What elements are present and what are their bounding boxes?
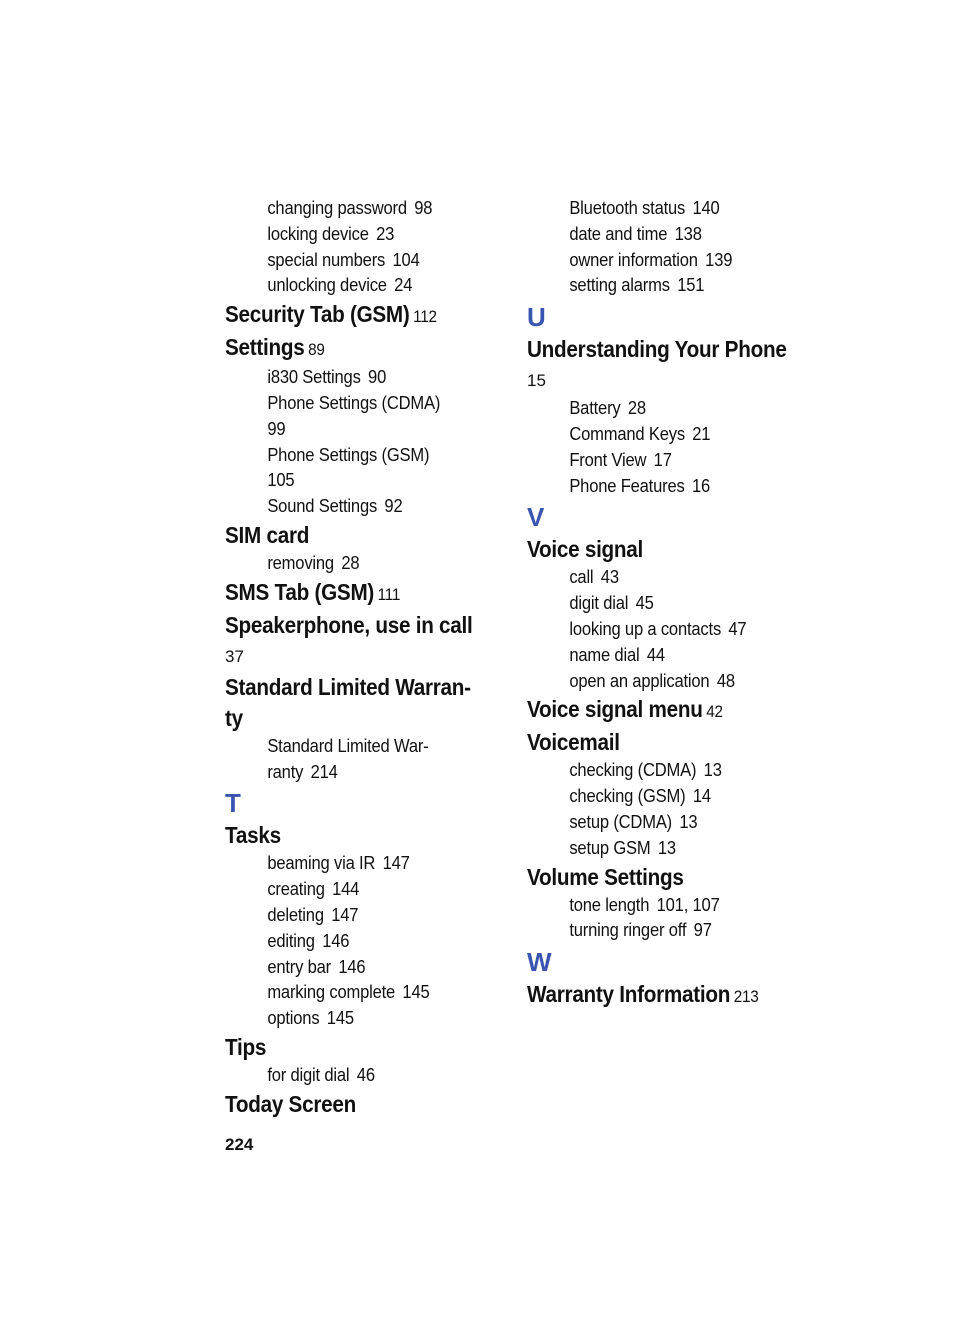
index-subentry <box>527 273 785 299</box>
index-subentry <box>225 955 483 981</box>
index-subentry <box>527 222 785 248</box>
entry-text: i830 Settings <box>267 367 361 388</box>
entry-text: Bluetooth status <box>569 198 686 218</box>
entry-text: date and time <box>569 223 668 244</box>
index-subentry <box>225 365 483 391</box>
entry-page-ref: 28 <box>627 398 646 419</box>
index-heading <box>225 299 477 332</box>
index-heading <box>225 610 477 641</box>
entry-text: Phone Settings (CDMA) <box>267 392 441 413</box>
entry-text: Front View <box>569 449 647 470</box>
entry-text: Volume Settings <box>527 863 684 890</box>
entry-page-ref: 213 <box>733 987 759 1007</box>
entry-text: entry bar <box>267 956 332 977</box>
index-subentry <box>225 468 483 494</box>
section-letter <box>225 787 505 820</box>
entry-text: unlocking device <box>267 275 387 296</box>
entry-page-ref: 23 <box>376 223 395 244</box>
index-heading <box>225 820 477 851</box>
entry-page-ref: 43 <box>600 567 619 588</box>
index-subentry <box>527 448 785 474</box>
entry-text: SMS Tab (GSM) <box>225 578 375 605</box>
entry-text: Phone Settings (GSM) <box>267 444 430 465</box>
entry-page-ref: 146 <box>338 956 366 977</box>
index-heading <box>527 979 779 1012</box>
entry-page-ref: 139 <box>705 249 733 270</box>
entry-text: setup (CDMA) <box>569 811 673 832</box>
entry-text: for digit dial <box>267 1064 350 1085</box>
index-heading <box>225 1032 477 1063</box>
entry-text: changing password <box>267 198 407 218</box>
index-subentry <box>527 758 785 784</box>
entry-text: owner information <box>569 249 698 270</box>
entry-text: tone length <box>569 894 650 915</box>
entry-text: Security Tab (GSM) <box>225 301 410 328</box>
index-page-continuation <box>225 641 505 672</box>
entry-text: Command Keys <box>569 423 685 444</box>
index-subentry <box>225 443 483 469</box>
entry-text: options <box>267 1008 320 1029</box>
entry-page-ref: 98 <box>414 198 433 218</box>
entry-page-ref: 92 <box>384 496 403 517</box>
page-number: 224 <box>225 1135 254 1154</box>
entry-text: V <box>527 502 545 533</box>
index-subentry <box>527 836 785 862</box>
index-heading <box>225 672 477 703</box>
entry-page-ref: 140 <box>692 198 720 218</box>
index-subentry <box>527 810 785 836</box>
entry-page-ref: 47 <box>728 618 747 639</box>
entry-page-ref: 101, 107 <box>656 894 720 915</box>
entry-text: digit dial <box>569 593 629 614</box>
entry-text: call <box>569 567 594 588</box>
index-subentry <box>225 929 483 955</box>
index-subentry <box>527 918 785 944</box>
entry-text: Tasks <box>225 822 281 849</box>
entry-text: special numbers <box>267 249 386 270</box>
entry-page-ref: 16 <box>691 475 711 496</box>
entry-page-ref: 44 <box>646 644 665 665</box>
entry-text: beaming via IR <box>267 853 376 874</box>
index-subentry <box>225 1063 483 1089</box>
index-subentry <box>527 643 785 669</box>
entry-page-ref: 14 <box>692 786 711 807</box>
index-subentry <box>527 196 785 222</box>
entry-page-ref: 147 <box>382 853 410 874</box>
entry-page-ref: 147 <box>331 904 359 925</box>
index-subentry <box>527 669 785 695</box>
index-subentry <box>225 1006 483 1032</box>
entry-page-ref: 42 <box>706 702 723 722</box>
entry-text: 99 <box>267 418 286 439</box>
section-letter <box>527 946 807 979</box>
index-heading <box>527 694 779 727</box>
entry-page-ref: 46 <box>356 1064 375 1085</box>
entry-text: ranty <box>267 761 304 782</box>
entry-text: ty <box>225 704 243 731</box>
entry-text: looking up a contacts <box>569 618 722 639</box>
index-subentry <box>527 893 785 919</box>
entry-text: Standard Limited Warran- <box>225 673 471 700</box>
entry-page-ref: 24 <box>394 275 413 296</box>
index-subentry <box>527 422 785 448</box>
entry-text: Warranty Information <box>527 981 731 1008</box>
entry-text: 105 <box>267 470 295 491</box>
entry-text: checking (CDMA) <box>569 760 697 781</box>
entry-page-ref: 144 <box>332 879 360 900</box>
entry-text: SIM card <box>225 521 310 548</box>
entry-page-ref: 151 <box>677 275 705 296</box>
section-letter <box>527 501 807 534</box>
index-subentry <box>527 474 785 500</box>
entry-text: removing <box>267 552 334 573</box>
index-subentry <box>527 565 785 591</box>
entry-page-ref: 104 <box>392 249 420 270</box>
entry-page-ref: 90 <box>368 367 387 388</box>
index-subentry <box>225 851 483 877</box>
entry-text: locking device <box>267 223 369 244</box>
entry-page-ref: 214 <box>310 761 338 782</box>
index-heading <box>527 862 779 893</box>
entry-page-ref: 45 <box>635 593 654 614</box>
entry-text: Understanding Your Phone <box>527 336 787 363</box>
entry-page-ref: 145 <box>402 982 430 1003</box>
entry-text: Settings <box>225 334 305 361</box>
entry-text: W <box>527 947 552 978</box>
entry-text: 37 <box>225 646 244 666</box>
entry-text: Phone Features <box>569 475 685 496</box>
index-subentry <box>225 248 483 274</box>
index-page-continuation <box>527 365 807 396</box>
section-letter <box>527 301 807 334</box>
index-subentry <box>225 980 483 1006</box>
entry-page-ref: 89 <box>308 340 325 360</box>
index-subentry <box>225 551 483 577</box>
entry-text: Voicemail <box>527 729 620 756</box>
index-subentry <box>225 196 483 222</box>
entry-page-ref: 146 <box>322 930 350 951</box>
entry-text: creating <box>267 879 325 900</box>
entry-text: Speakerphone, use in call <box>225 611 473 638</box>
index-heading <box>527 334 787 365</box>
index-subentry <box>527 248 785 274</box>
entry-page-ref: 17 <box>653 449 672 470</box>
index-subentry <box>527 784 785 810</box>
index-subentry <box>527 396 785 422</box>
entry-text: U <box>527 302 546 333</box>
entry-page-ref: 13 <box>703 760 722 781</box>
entry-text: Sound Settings <box>267 496 378 517</box>
entry-page-ref: 13 <box>657 837 676 858</box>
entry-text: Today Screen <box>225 1090 356 1117</box>
index-subentry <box>225 760 483 786</box>
entry-page-ref: 97 <box>693 920 712 941</box>
index-column-left <box>225 196 505 1120</box>
index-column-right <box>527 196 807 1012</box>
entry-text: Voice signal menu <box>527 696 703 723</box>
index-subentry <box>225 273 483 299</box>
entry-text: Standard Limited War- <box>267 735 429 756</box>
entry-text: Battery <box>569 398 621 419</box>
index-subentry <box>527 617 785 643</box>
index-subentry <box>225 903 483 929</box>
entry-page-ref: 138 <box>674 223 702 244</box>
entry-page-ref: 28 <box>341 552 360 573</box>
entry-text: checking (GSM) <box>569 786 686 807</box>
index-heading <box>225 577 477 610</box>
entry-text: editing <box>267 930 315 951</box>
entry-text: deleting <box>267 904 324 925</box>
index-heading <box>527 534 779 565</box>
index-subentry <box>225 222 483 248</box>
index-heading <box>225 520 477 551</box>
index-subentry <box>527 591 785 617</box>
entry-text: 15 <box>527 371 546 391</box>
entry-text: turning ringer off <box>569 920 687 941</box>
index-heading <box>225 332 477 365</box>
entry-page-ref: 111 <box>377 584 401 604</box>
entry-text: setting alarms <box>569 275 670 296</box>
entry-page-ref: 112 <box>413 307 437 327</box>
entry-page-ref: 145 <box>326 1008 354 1029</box>
index-subentry <box>225 417 483 443</box>
index-heading <box>527 727 779 758</box>
entry-text: T <box>225 788 241 819</box>
entry-text: setup GSM <box>569 837 651 858</box>
entry-text: marking complete <box>267 982 396 1003</box>
index-heading <box>225 703 477 734</box>
entry-page-ref: 21 <box>692 423 711 444</box>
entry-text: Voice signal <box>527 536 644 563</box>
entry-page-ref: 13 <box>679 811 698 832</box>
entry-text: open an application <box>569 670 710 691</box>
index-subentry <box>225 391 483 417</box>
index-subentry <box>225 877 483 903</box>
index-subentry <box>225 494 483 520</box>
entry-text: Tips <box>225 1033 267 1060</box>
index-heading <box>225 1089 477 1120</box>
entry-page-ref: 48 <box>716 670 735 691</box>
index-subentry <box>225 734 483 760</box>
entry-text: name dial <box>569 644 640 665</box>
